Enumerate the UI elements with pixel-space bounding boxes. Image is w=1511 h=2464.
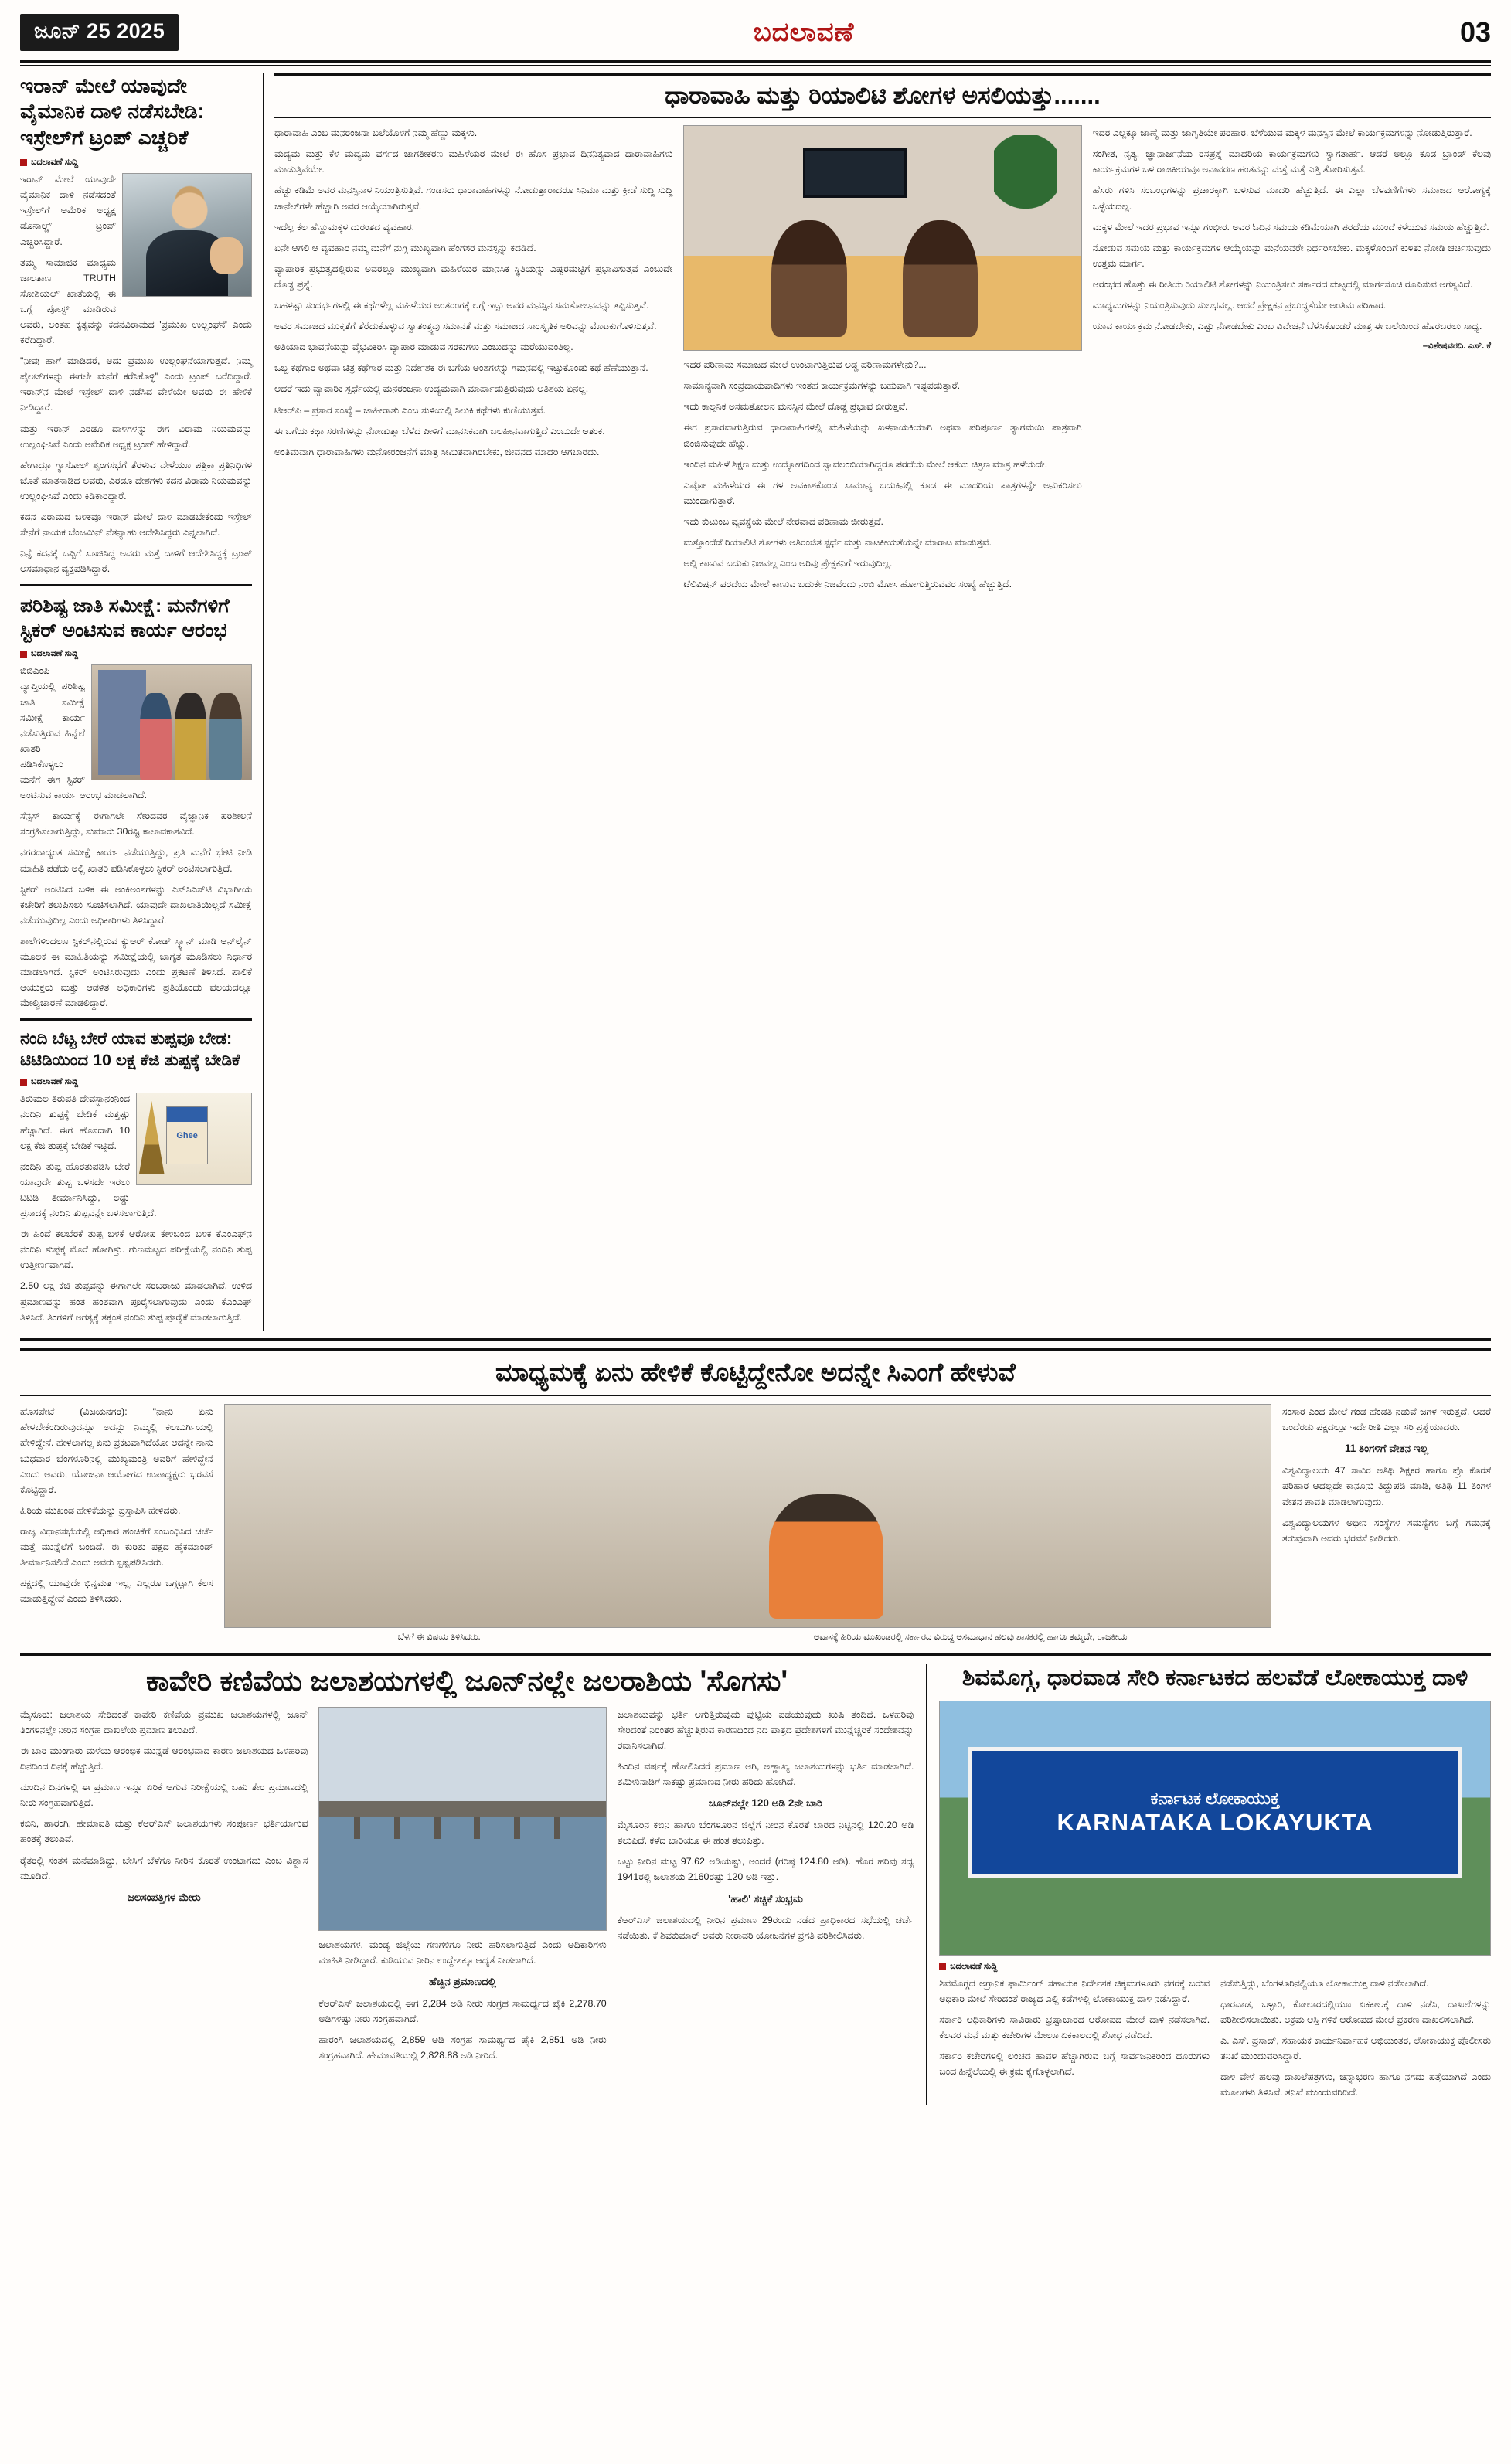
photo-lokayukta-board	[939, 1701, 1491, 1956]
paragraph: ವಿಶ್ವವಿದ್ಯಾಲಯ 47 ಸಾವಿರ ಅತಿಥಿ ಶಿಕ್ಷಕರ ಹಾಗೂ ಪ್ರೊ ಕೊರತೆ ಪರಿಹಾರ ಆದಲ್ಲದೇ ಕಾನೂನು ತಿದ್ದುಪಡಿ ಮಾಡಿ, ಅತಿಥಿ 11 ತಿಂಗಳ ವೇತನ ಪಾವತಿ ಮಾಡಲಾಗುವುದು.	[1282, 1465, 1491, 1507]
photo-family-watching-tv	[683, 125, 1081, 351]
article-kaveri	[20, 1664, 914, 2105]
paragraph: ಈ ಹಿಂದೆ ಕಲಬೆರಕೆ ತುಪ್ಪ ಬಳಕೆ ಆರೋಪ ಕೇಳಿಬಂದ ಬಳಿಕ ಕೆಎಂಎಫ್‌ನ ನಂದಿನಿ ತುಪ್ಪಕ್ಕೆ ಮೊರೆ ಹೋಗಿತ್ತು. ಗುಣಮಟ್ಟದ ಪರೀಕ್ಷೆಯಲ್ಲಿ ನಂದಿನಿ ತುಪ್ಪ ಉತ್ತೀರ್ಣವಾಗಿದೆ.	[20, 1229, 252, 1271]
photo-caption: ಬೆಳಗೆ ಈ ವಿಷಯ ತಿಳಿಸಿದರು.	[397, 1633, 481, 1643]
paragraph: ಹಿಂದಿನ ವರ್ಷಕ್ಕೆ ಹೋಲಿಸಿದರೆ ಪ್ರಮಾಣ ಆಗಿ, ಅಣ್ಣಾಖ್ಯ ಜಲಾಶಯಗಳನ್ನು ಭರ್ತಿ ಮಾಡಲಾಗಿದೆ. ತಮಿಳುನಾಡಿಗೆ ಸಾಕಷ್ಟು ಪ್ರಮಾಣದ ನೀರು ಹರಿದು ಹೋಗಿದೆ.	[617, 1761, 914, 1788]
paragraph: ಜಲಾಶಯಗಳ, ಮಂಡ್ಯ ಜಿಲ್ಲೆಯ ಗಣಗಳಿಗೂ ನೀರು ಹರಿಸಲಾಗುತ್ತಿದೆ ಎಂದು ಅಧಿಕಾರಿಗಳು ಮಾಹಿತಿ ನೀಡಿದ್ದಾರೆ. ಕುಡಿಯುವ ನೀರಿನ ಉದ್ದೇಶಕ್ಕೂ ಆದ್ಯತೆ ನೀಡಲಾಗಿದೆ.	[318, 1939, 607, 1966]
paragraph: ರೈತರಲ್ಲಿ ಸಂತಸ ಮನೆಮಾಡಿದ್ದು, ಬೇಸಿಗೆ ಬೆಳೆಗೂ ನೀರಿನ ಕೊರತೆ ಉಂಟಾಗದು ಎಂಬ ವಿಶ್ವಾಸ ಮೂಡಿದೆ.	[20, 1854, 308, 1881]
byline	[939, 1962, 1491, 1972]
article-lokayukta	[926, 1664, 1491, 2105]
article-body	[20, 663, 252, 1011]
paragraph: ಏನೇ ಆಗಲಿ ಆ ವ್ಯವಹಾರ ನಮ್ಮ ಮನೆಗೆ ನುಗ್ಗಿ ಮುಖ್ಯವಾಗಿ ಹೆಂಗಸರ ಮನಸ್ಸನ್ನು ಕದಡಿದೆ.	[274, 242, 536, 253]
byline-label: ಬದಲಾವಣೆ ಸುದ್ದಿ	[31, 649, 79, 659]
subheading: ಜಲಸಂಪತ್ತಿಗಳ ಮೇರು	[127, 1891, 201, 1903]
paragraph: ಮತ್ತೊಂದೆಡೆ ರಿಯಾಲಿಟಿ ಶೋಗಳು ಅತಿರಂಜಿತ ಸ್ಪರ್ಧೆ ಮತ್ತು ನಾಟಕೀಯತೆಯನ್ನೇ ಮಾರಾಟ ಮಾಡುತ್ತವೆ.	[683, 537, 992, 549]
paragraph: ನೋಡುವ ಸಮಯ ಮತ್ತು ಕಾರ್ಯಕ್ರಮಗಳ ಆಯ್ಕೆಯನ್ನು ಮನೆಯವರೇ ನಿರ್ಧರಿಸಬೇಕು. ಮಕ್ಕಳೊಂದಿಗೆ ಕುಳಿತು ನೋಡಿ ಚರ್ಚಿಸುವುದು ಉತ್ತಮ ಮಾರ್ಗ.	[1092, 242, 1491, 269]
paragraph: ಧಾರವಾಡ, ಬಳ್ಳಾರಿ, ಕೋಲಾರದಲ್ಲಿಯೂ ಏಕಕಾಲಕ್ಕೆ ದಾಳಿ ನಡೆಸಿ, ದಾಖಲೆಗಳನ್ನು ಪರಿಶೀಲಿಸಲಾಯಿತು. ಅಕ್ರಮ ಆಸ್ತಿ ಗಳಿಕೆ ಆರೋಪದ ಮೇಲೆ ಪ್ರಕರಣ ದಾಖಲಿಸಲಾಗಿದೆ.	[1220, 1998, 1492, 2025]
paragraph: ಕಬಿನಿ, ಹಾರಂಗಿ, ಹೇಮಾವತಿ ಮತ್ತು ಕೆಆರ್‌ಎಸ್ ಜಲಾಶಯಗಳು ಸಂಪೂರ್ಣ ಭರ್ತಿಯಾಗುವ ಹಂತಕ್ಕೆ ತಲುಪಿವೆ.	[20, 1818, 308, 1845]
photo-survey	[91, 664, 252, 780]
paragraph: ಬಿಬಿಎಂಪಿ ವ್ಯಾಪ್ತಿಯಲ್ಲಿ ಪರಿಶಿಷ್ಟ ಜಾತಿ ಸಮೀಕ್ಷೆ ಸಮೀಕ್ಷೆ ಕಾರ್ಯ ನಡೆಸುತ್ತಿರುವ ಹಿನ್ನೆಲೆ ಖಾತರಿ ಪಡಿಸಿಕೊಳ್ಳಲು ಮನೆಗೆ ಈಗ ಸ್ಟಿಕರ್ ಅಂಟಿಸುವ ಕಾರ್ಯ ಆರಂಭ ಮಾಡಲಾಗಿದೆ.	[20, 665, 148, 801]
issue-date: ಜೂನ್ 25 2025	[20, 14, 179, 51]
subheading: ಹೆಚ್ಚಿನ ಪ್ರಮಾಣದಲ್ಲಿ	[429, 1976, 496, 1988]
article-body	[20, 172, 252, 576]
photo-caption: ಆವಾಸಕ್ಕೆ ಹಿರಿಯ ಮುಖಂಡರಲ್ಲಿ ಸರ್ಕಾರದ ವಿರುದ್ಧ ಅಸಮಾಧಾನ ಹಲವು ಶಾಸಕರಲ್ಲಿ ಹಾಗೂ ತಮ್ಮದೇ, ರಾಜಕೀಯ	[813, 1633, 1128, 1643]
paragraph: ಅತಿಯಾದ ಭಾವನೆಯನ್ನು ವೈಭವಿಕರಿಸಿ ವ್ಯಾಪಾರ ಮಾಡುವ ಸರಕುಗಳು ಎಂಬುದನ್ನು ಮರೆಯುವಂತಿಲ್ಲ.	[274, 342, 573, 353]
paragraph: ಈಗ ಪ್ರಸಾರವಾಗುತ್ತಿರುವ ಧಾರಾವಾಹಿಗಳಲ್ಲಿ ಮಹಿಳೆಯನ್ನು ಖಳನಾಯಕಿಯಾಗಿ ಅಥವಾ ಪರಿಪೂರ್ಣ ತ್ಯಾಗಮಯಿ ಪಾತ್ರವಾಗಿ ಬಿಂಬಿಸುವುದೇ ಹೆಚ್ಚು.	[683, 422, 1082, 449]
paragraph: ಇಂದಿನ ಮಹಿಳೆ ಶಿಕ್ಷಣ ಮತ್ತು ಉದ್ಯೋಗದಿಂದ ಸ್ವಾವಲಂಬಿಯಾಗಿದ್ದರೂ ಪರದೆಯ ಮೇಲೆ ಆಕೆಯ ಚಿತ್ರಣ ಮಾತ್ರ ಹಳೆಯದೇ.	[683, 458, 1048, 470]
paragraph: ಇದೆಲ್ಲ ಕೆಲ ಹೆಣ್ಣುಮಕ್ಕಳ ದುರಂತದ ವ್ಯವಹಾರ.	[274, 221, 415, 233]
photo-ghee-tin: Ghee	[136, 1093, 252, 1185]
divider	[20, 1018, 252, 1021]
article-headline: ಇರಾನ್ ಮೇಲೆ ಯಾವುದೇ ವೈಮಾನಿಕ ದಾಳಿ ನಡೆಸಬೇಡಿ: ಇಸ್ರೇಲ್‌ಗೆ ಟ್ರಂಪ್ ಎಚ್ಚರಿಕೆ	[20, 74, 205, 149]
paragraph: ಕದನ ವಿರಾಮದ ಬಳಿಕವೂ ಇರಾನ್ ಮೇಲೆ ದಾಳಿ ಮಾಡಬೇಕೆಂದು ಇಸ್ರೇಲ್ ಸೇನೆಗೆ ನಾಯಕ ಬೆಂಜಮಿನ್ ನೆತನ್ಯಾಹು ಆದೇಶಿಸಿದ್ದರು ಎನ್ನಲಾಗಿದೆ.	[20, 511, 252, 539]
cm-col-1	[20, 1404, 213, 1644]
paragraph: ಸೆನ್ಸಸ್ ಕಾರ್ಯಕ್ಕೆ ಈಗಾಗಲೇ ಸೇರಿದವರ ವೈಜ್ಞಾನಿಕ ಪರಿಶೀಲನೆ ಸಂಗ್ರಹಿಸಲಾಗುತ್ತಿದ್ದು, ಸುಮಾರು 30ರಷ್ಟಿ ಕಾಲಾವಕಾಶವಿದೆ.	[20, 811, 252, 838]
paragraph: ಜಲಾಶಯವನ್ನು ಭರ್ತಿ ಆಗುತ್ತಿರುವುದು ಪುಟ್ಟಿಯ ಪಡೆಯುವುದು ಖುಷಿ ತಂದಿದೆ. ಒಳಹರಿವು ಸೇರಿದಂತೆ ನಿರಂತರ ಹೆಚ್ಚುತ್ತಿರುವ ಕಾರಣದಿಂದ ನದಿ ಪಾತ್ರದ ಪ್ರದೇಶಗಳಿಗೆ ಮುನ್ನೆಚ್ಚರಿಕೆ ಸಂದೇಶವನ್ನು ರವಾನಿಸಲಾಗಿದೆ.	[617, 1708, 914, 1752]
subheading: 'ಹಾಲಿ' ಸಚ್ಚಿಕೆ ಸಂಭ್ರಮ	[728, 1892, 803, 1905]
sign-text-kannada: ಕರ್ನಾಟಕ ಲೋಕಾಯುಕ್ತ	[1150, 1788, 1280, 1808]
headline-text: ಕಾವೇರಿ ಕಣಿವೆಯ ಜಲಾಶಯಗಳಲ್ಲಿ ಜೂನ್‌ನಲ್ಲೇ ಜಲರಾಶಿಯ 'ಸೊಗಸು'	[146, 1664, 788, 1697]
feature-headline-bar	[274, 73, 1491, 118]
paragraph: ಇದು ಕಾಲ್ಪನಿಕ ಅಸಮತೋಲನ ಮನಸ್ಸಿನ ಮೇಲೆ ದೊಡ್ಡ ಪ್ರಭಾವ ಬೀರುತ್ತವೆ.	[683, 401, 908, 413]
paragraph: ಸರ್ಕಾರಿ ಕಚೇರಿಗಳಲ್ಲಿ ಲಂಚದ ಹಾವಳಿ ಹೆಚ್ಚಾಗಿರುವ ಬಗ್ಗೆ ಸಾರ್ವಜನಿಕರಿಂದ ದೂರುಗಳು ಬಂದ ಹಿನ್ನೆಲೆಯಲ್ಲಿ ಈ ಕ್ರಮ ಕೈಗೊಳ್ಳಲಾಗಿದೆ.	[939, 2051, 1210, 2078]
paragraph: ಅಲ್ಲಿ ಕಾಣುವ ಬದುಕು ನಿಜವಲ್ಲ ಎಂಬ ಅರಿವು ಪ್ರೇಕ್ಷಕನಿಗೆ ಇರುವುದಿಲ್ಲ.	[683, 558, 893, 569]
paragraph: ಟೆಲಿವಿಷನ್ ಪರದೆಯ ಮೇಲೆ ಕಾಣುವ ಬದುಕೇ ನಿಜವೆಂದು ನಂಬಿ ಮೋಸ ಹೋಗುತ್ತಿರುವವರ ಸಂಖ್ಯೆ ಹೆಚ್ಚುತ್ತಿದೆ.	[683, 579, 1012, 590]
paragraph: ಎ. ಎಸ್. ಪ್ರಸಾದ್, ಸಹಾಯಕ ಕಾರ್ಯನಿರ್ವಾಹಕ ಅಭಿಯಂತರ, ಲೋಕಾಯುಕ್ತ ಪೊಲೀಸರು ತನಿಖೆ ಮುಂದುವರಿಸಿದ್ದಾರೆ.	[1220, 2035, 1492, 2062]
paper-name: ಬದಲಾವಣೆ	[753, 17, 855, 47]
paragraph: ಶಾಲೆಗಳಿಂದಲೂ ಸ್ಟಿಕರ್‌ನಲ್ಲಿರುವ ಕ್ಯುಆರ್ ಕೋಡ್ ಸ್ಕ್ಯಾನ್ ಮಾಡಿ ಆನ್‌ಲೈನ್ ಮೂಲಕ ಈ ಮಾಹಿತಿಯನ್ನು ಸಮೀಕ್ಷೆಯಲ್ಲಿ ಜಾಗೃತ ಮೂಡಿಸಲು ನಿರ್ಧಾರ ಮಾಡಲಾಗಿದೆ. ಸ್ಟಿಕರ್ ಅಂಟಿಸಿರುವುದು ಎಂದು ಪ್ರಕಟಣೆ ತಿಳಿಸಿದೆ. ಪಾಲಿಕೆ ಆಯುಕ್ತರು ಮತ್ತು ಆಡಳಿತ ಅಧಿಕಾರಿಗಳು ಪ್ರತಿಯೊಂದು ವಲಯದಲ್ಲೂ ಮೇಲ್ವಿಚಾರಣೆ ಮಾಡಲಿದ್ದಾರೆ.	[20, 935, 252, 1009]
paragraph: ಸಂಗೀತ, ನೃತ್ಯ, ಜ್ಞಾನಾರ್ಜನೆಯ ರಸಪ್ರಶ್ನೆ ಮಾದರಿಯ ಕಾರ್ಯಕ್ರಮಗಳು ಸ್ವಾಗತಾರ್ಹ. ಆದರೆ ಅಲ್ಲೂ ಕೂಡ ಬ್ರಾಂಡ್ ಕೆಲವು ಕಾರ್ಯಕ್ರಮಗಳ ಒಳ ರಾಜಕೀಯವೂ ಅನಾವರಣ ಹಂತವನ್ನು ಮತ್ತೆ ಮತ್ತೆ ಎತ್ತಿ ತೋರಿಸುತ್ತವೆ.	[1092, 148, 1491, 175]
kaveri-col-3	[618, 1707, 914, 2068]
subheading: ಜೂನ್‌ನಲ್ಲೇ 120 ಅಡಿ 2ನೇ ಬಾರಿ	[708, 1797, 823, 1810]
paragraph: ತಮ್ಮ ಸಾಮಾಜಿಕ ಮಾಧ್ಯಮ ಜಾಲತಾಣ TRUTH ಸೋಶಿಯಲ್ ಖಾತೆಯಲ್ಲಿ ಈ ಬಗ್ಗೆ ಪೋಸ್ಟ್ ಮಾಡಿರುವ ಅವರು, ಅಂತಹ ಕೃತ್ಯವನ್ನು ಕದನವಿರಾಮದ 'ಪ್ರಮುಖ ಉಲ್ಲಂಘನೆ' ಎಂದು ಕರೆದಿದ್ದಾರೆ.	[20, 257, 252, 346]
paragraph: ಮೈಸೂರಿನ ಕಬಿನಿ ಹಾಗೂ ಬೆಂಗಳೂರಿನ ಜಿಲ್ಲೆಗೆ ನೀರಿನ ಕೊರತೆ ಬಾರದ ನಿಟ್ಟಿನಲ್ಲಿ 120.20 ಅಡಿ ತಲುಪಿದೆ. ಕಳೆದ ಬಾರಿಯೂ ಈ ಹಂತ ತಲುಪಿತ್ತು.	[617, 1820, 914, 1847]
bullet-icon	[20, 651, 27, 658]
paragraph: ಒಬ್ಬ ಕಥೆಗಾರ ಅಥವಾ ಚಿತ್ರ ಕಥೆಗಾರ ಮತ್ತು ನಿರ್ದೇಶಕ ಈ ಬಗೆಯ ಅಂಶಗಳನ್ನು ಗಮನದಲ್ಲಿ ಇಟ್ಟುಕೊಂಡು ಕಥೆ ಹೆಣೆಯುತ್ತಾನೆ.	[274, 362, 648, 374]
byline	[20, 158, 252, 168]
paragraph: ವ್ಯಾಪಾರಿಕ ಪ್ರಭುತ್ವದಲ್ಲಿರುವ ಅವರಲ್ಲೂ ಮುಖ್ಯವಾಗಿ ಮಹಿಳೆಯರ ಮಾನಸಿಕ ಸ್ಥಿತಿಯನ್ನು ಎಷ್ಟರಮಟ್ಟಿಗೆ ಪ್ರಭಾವಿಸುತ್ತವೆ ಎಂಬುದೇ ದೊಡ್ಡ ಪ್ರಶ್ನೆ.	[274, 263, 673, 290]
masthead-rule-thin	[20, 65, 1491, 66]
article-nandini-ghee	[20, 1028, 252, 1324]
paragraph: "ನೀವು ಹಾಗೆ ಮಾಡಿದರೆ, ಅದು ಪ್ರಮುಖ ಉಲ್ಲಂಘನೆಯಾಗುತ್ತದೆ. ನಿಮ್ಮ ಪೈಲಟ್‌ಗಳನ್ನು ಈಗಲೇ ಮನೆಗೆ ಕರೆಸಿಕೊಳ್ಳಿ" ಎಂದು ಟ್ರಂಪ್ ಬರೆದಿದ್ದಾರೆ. ಇರಾನ್‌ನ ಮೇಲೆ ಇಸ್ರೇಲ್ ದಾಳಿ ನಡೆಸಿದ ವೇಳೆಯೇ ಅವರು ಈ ಹೇಳಿಕೆ ನೀಡಿದ್ದಾರೆ.	[20, 355, 252, 413]
photo-dam	[318, 1707, 606, 1931]
paragraph: ಸ್ಟಿಕರ್ ಅಂಟಿಸಿದ ಬಳಿಕ ಈ ಅಂಕಿಅಂಶಗಳನ್ನು ಎಸ್‌ಸಿಎಸ್‌ಟಿ ವಿಭಾಗೀಯ ಕಚೇರಿಗೆ ತಲುಪಿಸಲು ಸೂಚಿಸಲಾಗಿದೆ. ಯಾವುದೇ ದಾಖಲಾತಿಯಿಲ್ಲದೆ ಸಮೀಕ್ಷೆ ನಡೆಯುವುದಿಲ್ಲ ಎಂದು ಅಧಿಕಾರಿಗಳು ತಿಳಿಸಿದ್ದಾರೆ.	[20, 883, 252, 926]
paragraph: ಮಕ್ಕಳ ಮೇಲೆ ಇದರ ಪ್ರಭಾವ ಇನ್ನೂ ಗಂಭೀರ. ಅವರ ಓದಿನ ಸಮಯ ಕಡಿಮೆಯಾಗಿ ಪರದೆಯ ಮುಂದೆ ಕಳೆಯುವ ಸಮಯ ಹೆಚ್ಚುತ್ತಿದೆ.	[1092, 221, 1489, 233]
article-headline: ಶಿವಮೊಗ್ಗ, ಧಾರವಾಡ ಸೇರಿ ಕರ್ನಾಟಕದ ಹಲವೆಡೆ ಲೋಕಾಯುಕ್ತ ದಾಳಿ	[961, 1664, 1468, 1691]
divider	[20, 584, 252, 586]
paragraph: ಮೈಸೂರು: ಜಲಾಶಯ ಸೇರಿದಂತೆ ಕಾವೇರಿ ಕಣಿವೆಯ ಪ್ರಮುಖ ಜಲಾಶಯಗಳಲ್ಲಿ ಜೂನ್ ತಿಂಗಳಿನಲ್ಲೇ ನೀರಿನ ಸಂಗ್ರಹ ದಾಖಲೆಯ ಪ್ರಮಾಣ ತಲುಪಿದೆ.	[20, 1708, 308, 1735]
article-credit: –ವಿಶೇಷವರದಿ. ಎಸ್. ಕೆ	[1422, 342, 1491, 352]
paragraph: ಅಂತಿಮವಾಗಿ ಧಾರಾವಾಹಿಗಳು ಮನೋರಂಜನೆಗೆ ಮಾತ್ರ ಸೀಮಿತವಾಗಿರಬೇಕು, ಜೀವನದ ಮಾದರಿ ಆಗಬಾರದು.	[274, 446, 600, 457]
feature-col-2	[683, 125, 1081, 597]
cm-photo-block	[224, 1404, 1271, 1644]
byline-label: ಬದಲಾವಣೆ ಸುದ್ದಿ	[950, 1961, 998, 1971]
feature-column	[263, 73, 1491, 1331]
paragraph: ಮಂದಿನ ದಿನಗಳಲ್ಲಿ ಈ ಪ್ರಮಾಣ ಇನ್ನೂ ಏರಿಕೆ ಆಗುವ ನಿರೀಕ್ಷೆಯಲ್ಲಿ ಬಹು ತೇರ ಪ್ರಮಾಣದಲ್ಲಿ ನೀರು ಸಂಗ್ರಹವಾಗುತ್ತಿದೆ.	[20, 1782, 308, 1809]
bullet-icon	[20, 159, 27, 166]
paragraph: ಯಾವ ಕಾರ್ಯಕ್ರಮ ನೋಡಬೇಕು, ಎಷ್ಟು ನೋಡಬೇಕು ಎಂಬ ವಿವೇಚನೆ ಬೆಳೆಸಿಕೊಂಡರೆ ಮಾತ್ರ ಈ ಬಲೆಯಿಂದ ಹೊರಬರಲು ಸಾಧ್ಯ.	[1092, 321, 1482, 332]
divider	[20, 1653, 1491, 1656]
left-column	[20, 73, 252, 1331]
sign-text-english: KARNATAKA LOKAYUKTA	[1057, 1808, 1373, 1836]
paragraph: ಟಿಆರ್‌ಪಿ – ಪ್ರಸಾರ ಸಂಖ್ಯೆ – ಜಾಹೀರಾತು ಎಂಬ ಸುಳಿಯಲ್ಲಿ ಸಿಲುಕಿ ಕಥೆಗಳು ಕುಣಿಯುತ್ತವೆ.	[274, 404, 546, 416]
article-body	[20, 1091, 252, 1324]
paragraph: ಹೊಸಪೇಟೆ (ವಿಜಯನಗರ): "ನಾನು ಏನು ಹೇಳಬೇಕೆಂದಿರುವುದನ್ನೂ ಅದನ್ನು ನಿಮ್ಮಲ್ಲಿ ಕಲಬುರ್ಗಿಯಲ್ಲಿ ಹೇಳಿದ್ದೇನೆ. ಹೇಳಲಾಗಲ್ಲ ಏನು ಪ್ರಕಟವಾಗಿದೆಯೋ ಆದನ್ನೇ ನಾನು ಬುಧವಾರ ಬೆಂಗಳೂರಿನಲ್ಲಿ ಮುಖ್ಯಮಂತ್ರಿ ಅವರಿಗೆ ಹೇಳಿದ್ದೇನೆ ಎಂದು ಅವರು, ಯೋಜನಾ ಆಯೋಗದ ಉಪಾಧ್ಯಕ್ಷರು ಭರವಸೆ ಕೊಟ್ಟಿದ್ದಾರೆ.	[20, 1406, 213, 1495]
article-headline: ಧಾರಾವಾಹಿ ಮತ್ತು ರಿಯಾಲಿಟಿ ಶೋಗಳ ಅಸಲಿಯತ್ತು.......	[665, 82, 1101, 109]
lokayukta-col-2	[1220, 1976, 1491, 2106]
article-sc-survey	[20, 594, 252, 1011]
paragraph: ಬಹಳಷ್ಟು ಸಂದರ್ಭಗಳಲ್ಲಿ ಈ ಕಥೆಗಳೆಲ್ಲ ಮಹಿಳೆಯರ ಅಂತರಂಗಕ್ಕೆ ಲಗ್ಗೆ ಇಟ್ಟು ಅವರ ಮನಸ್ಸಿನ ಸಮತೋಲನವನ್ನು ತಪ್ಪಿಸುತ್ತವೆ.	[274, 300, 649, 311]
article-headline: ಪರಿಶಿಷ್ಟ ಜಾತಿ ಸಮೀಕ್ಷೆ: ಮನೆಗಳಿಗೆ ಸ್ಟಿಕರ್ ಅಂಟಿಸುವ ಕಾರ್ಯ ಆರಂಭ	[20, 595, 230, 641]
paragraph: ಆದರೆ ಇದು ವ್ಯಾಪಾರಿಕ ಸ್ಪರ್ಧೆಯಲ್ಲಿ ಮನರಂಜನಾ ಉದ್ಯಮವಾಗಿ ಮಾರ್ಪಾಡುತ್ತಿರುವುದು ಅತಿಶಯ ಏನಲ್ಲ.	[274, 383, 589, 395]
paragraph: ಸಾಮಾನ್ಯವಾಗಿ ಸಂಪ್ರದಾಯವಾದಿಗಳು ಇಂತಹ ಕಾರ್ಯಕ್ರಮಗಳನ್ನು ಬಹುವಾಗಿ ಇಷ್ಟಪಡುತ್ತಾರೆ.	[683, 380, 961, 392]
paragraph: ಇರಾನ್ ಮೇಲೆ ಯಾವುದೇ ವೈಮಾನಿಕ ದಾಳಿ ನಡೆಸದಂತೆ ಇಸ್ರೇಲ್‌ಗೆ ಅಮೆರಿಕ ಅಧ್ಯಕ್ಷ ಡೊನಾಲ್ಡ್ ಟ್ರಂಪ್ ಎಚ್ಚರಿಸಿದ್ದಾರೆ.	[20, 174, 116, 247]
paragraph: ಒಟ್ಟು ನೀರಿನ ಮಟ್ಟ 97.62 ಅಡಿಯಷ್ಟು, ಅಂದರೆ (ಗರಿಷ್ಠ 124.80 ಅಡಿ). ಹೊರ ಹರಿವು ಸದ್ಯ 1941ರಲ್ಲಿ ಜಲಾಶಯ 2160ರಷ್ಟು 120 ಅಡಿ ಇತ್ತು.	[617, 1856, 914, 1883]
paragraph: ಮದ್ಯಮ ಮತ್ತು ಕೆಳ ಮದ್ಯಮ ವರ್ಗದ ಜಾಗತೀಕರಣ ಮಹಿಳೆಯರ ಮೇಲೆ ಈ ಹೊಸ ಪ್ರಭಾವ ದಿನನಿತ್ಯವಾದ ಧಾರಾವಾಹಿಗಳು ಮಾಡುತ್ತಿವೆಯೇ.	[274, 148, 673, 175]
article-headline: ಮಾಧ್ಯಮಕ್ಕೆ ಏನು ಹೇಳಿಕೆ ಕೊಟ್ಟಿದ್ದೇನೋ ಅದನ್ನೇ ಸಿಎಂಗೆ ಹೇಳುವೆ	[20, 1348, 1491, 1397]
paragraph: ದಾಳಿ ವೇಳೆ ಹಲವು ದಾಖಲೆಪತ್ರಗಳು, ಚಿನ್ನಾಭರಣ ಹಾಗೂ ನಗದು ಪತ್ತೆಯಾಗಿದೆ ಎಂದು ಮೂಲಗಳು ತಿಳಿಸಿವೆ. ತನಿಖೆ ಮುಂದುವರಿದಿದೆ.	[1220, 2071, 1492, 2099]
byline-label: ಬದಲಾವಣೆ ಸುದ್ದಿ	[31, 158, 79, 168]
paragraph: ನಡೆಸುತ್ತಿದ್ದು, ಬೆಂಗಳೂರಿನಲ್ಲಿಯೂ ಲೋಕಾಯುಕ್ತ ದಾಳಿ ನಡೆಸಲಾಗಿದೆ.	[1220, 1977, 1429, 1989]
article-headline	[20, 1664, 914, 1699]
paragraph: ನಗರದಾದ್ಯಂತ ಸಮೀಕ್ಷೆ ಕಾರ್ಯ ನಡೆಯುತ್ತಿದ್ದು, ಪ್ರತಿ ಮನೆಗೆ ಭೇಟಿ ನೀಡಿ ಮಾಹಿತಿ ಪಡೆದು ಅಲ್ಲಿ ಖಾತರಿ ಪಡಿಸಿಕೊಳ್ಳಲು ಸ್ಟಿಕರ್ ಅಂಟಿಸಲಾಗುತ್ತಿದೆ.	[20, 847, 252, 874]
paragraph: ಹಾರಂಗಿ ಜಲಾಶಯದಲ್ಲಿ 2,859 ಅಡಿ ಸಂಗ್ರಹ ಸಾಮರ್ಥ್ಯದ ಪೈಕಿ 2,851 ಅಡಿ ನೀರು ಸಂಗ್ರಹವಾಗಿದೆ. ಹೇಮಾವತಿಯಲ್ಲಿ 2,828.88 ಅಡಿ ನೀರಿದೆ.	[318, 2034, 607, 2061]
cm-col-2	[1282, 1404, 1491, 1644]
paragraph: ಎಷ್ಟೋ ಮಹಿಳೆಯರ ಈ ಗಳ ಅವಕಾಶಕೊಂಡ ಸಾಮಾನ್ಯ ಬದುಕಿನಲ್ಲಿ ಕೂಡ ಈ ಮಾದರಿಯ ಪಾತ್ರಗಳನ್ನೇ ಅನುಕರಿಸಲು ಮುಂದಾಗುತ್ತಾರೆ.	[683, 479, 1082, 506]
paragraph: ಕೆಆರ್‌ಎಸ್ ಜಲಾಶಯದಲ್ಲಿ ನೀರಿನ ಪ್ರಮಾಣ 29ರಂದು ನಡೆದ ಪ್ರಾಧಿಕಾರದ ಸಭೆಯಲ್ಲಿ ಚರ್ಚೆ ನಡೆಯಿತು. ಕೆ ಶಿವಕುಮಾರ್ ಅವರು ನೀರಾವರಿ ಯೋಜನೆಗಳ ಪ್ರಗತಿ ಪರಿಶೀಲಿಸಿದರು.	[617, 1915, 914, 1942]
paragraph: ಇದು ಕುಟುಂಬ ವ್ಯವಸ್ಥೆಯ ಮೇಲೆ ನೇರವಾದ ಪರಿಣಾಮ ಬೀರುತ್ತದೆ.	[683, 515, 883, 527]
subheading: 11 ತಿಂಗಳಿಗೆ ವೇತನ ಇಲ್ಲ	[1344, 1443, 1429, 1455]
article-iran-trump	[20, 73, 252, 576]
feature-col-3	[1093, 125, 1491, 597]
article-cm-statement	[20, 1348, 1491, 1644]
top-section	[20, 73, 1491, 1331]
feature-col-1	[274, 125, 672, 597]
article-serials-reality	[274, 73, 1491, 597]
paragraph: ಇದರ ಪರಿಣಾಮ ಸಮಾಜದ ಮೇಲೆ ಉಂಟಾಗುತ್ತಿರುವ ಅಡ್ಡ ಪರಿಣಾಮಗಳೇನು?...	[683, 359, 927, 371]
paragraph: ಹೇಗಾದ್ರೂ ಗ್ಯಾಸೋಲ್ ಶೃಂಗಸಭೆಗೆ ತೆರಳುವ ವೇಳೆಯೂ ಪತ್ರಿಕಾ ಪ್ರತಿನಿಧಿಗಳ ಜೊತೆ ಮಾತನಾಡಿದ ಅವರು, ಎರಡೂ ದೇಶಗಳು ಕದನ ವಿರಾಮ ನಿಯಮವನ್ನು ಉಲ್ಲಂಘಿಸಿವೆ ಎಂದು ಕಿಡಿಕಾರಿದ್ದಾರೆ.	[20, 459, 252, 501]
article-headline: ನಂದಿ ಬೆಟ್ಟ ಬೇರೆ ಯಾವ ತುಪ್ಪವೂ ಬೇಡ: ಟಿಟಿಡಿಯಿಂದ 10 ಲಕ್ಷ ಕೆಜಿ ತುಪ್ಪಕ್ಕೆ ಬೇಡಿಕೆ	[20, 1029, 240, 1069]
paragraph: ರಾಜ್ಯ ವಿಧಾನಸಭೆಯಲ್ಲಿ ಅಧಿಕಾರ ಹಂಚಿಕೆಗೆ ಸಂಬಂಧಿಸಿದ ಚರ್ಚೆ ಮತ್ತೆ ಮುನ್ನೆಲೆಗೆ ಬಂದಿದೆ. ಈ ಕುರಿತು ಪಕ್ಷದ ಹೈಕಮಾಂಡ್ ತೀರ್ಮಾನಿಸಲಿದೆ ಎಂದು ಅವರು ಸ್ಪಷ್ಟಪಡಿಸಿದರು.	[20, 1525, 213, 1568]
paragraph: ಮತ್ತು ಇರಾನ್ ಎರಡೂ ದಾಳಿಗಳನ್ನು ಈಗ ವಿರಾಮ ನಿಯಮವನ್ನು ಉಲ್ಲಂಘಿಸಿವೆ ಎಂದು ಅಮೆರಿಕ ಅಧ್ಯಕ್ಷ ಟ್ರಂಪ್ ಹೇಳಿದ್ದಾರೆ.	[20, 423, 252, 450]
byline	[20, 1077, 252, 1087]
paragraph: ಮಾಧ್ಯಮಗಳನ್ನು ನಿಯಂತ್ರಿಸುವುದು ಸುಲಭವಲ್ಲ. ಆದರೆ ಪ್ರೇಕ್ಷಕನ ಪ್ರಬುದ್ಧತೆಯೇ ಅಂತಿಮ ಪರಿಹಾರ.	[1092, 300, 1387, 311]
divider	[20, 1338, 1491, 1341]
paragraph: ಹೆಸರು ಗಳಿಸಿ ಸಂಬಂಧಗಳನ್ನು ಪ್ರಚಾರಕ್ಕಾಗಿ ಬಳಸುವ ಮಾದರಿ ಹೆಚ್ಚುತ್ತಿದೆ. ಈ ಎಲ್ಲಾ ಬೆಳವಣಿಗೆಗಳು ಸಮಾಜದ ಆರೋಗ್ಯಕ್ಕೆ ಒಳ್ಳೆಯದಲ್ಲ.	[1092, 185, 1491, 212]
paragraph: ವಿಶ್ವವಿದ್ಯಾಲಯಗಳ ಅಧೀನ ಸಂಸ್ಥೆಗಳ ಸಮಸ್ಯೆಗಳ ಬಗ್ಗೆ ಗಮನಕ್ಕೆ ತರುವುದಾಗಿ ಅವರು ಭರವಸೆ ನೀಡಿದರು.	[1282, 1517, 1491, 1544]
paragraph: ಆರಂಭದ ಹೊತ್ತು ಈ ರೀತಿಯ ರಿಯಾಲಿಟಿ ಶೋಗಳನ್ನು ನಿಯಂತ್ರಿಸಲು ಸರ್ಕಾರದ ಮಟ್ಟದಲ್ಲಿ ಮಾರ್ಗಸೂಚಿ ರೂಪಿಸುವ ಅಗತ್ಯವಿದೆ.	[1092, 278, 1473, 290]
paragraph: ಹಿರಿಯ ಮುಖಂಡ ಹೇಳಿಕೆಯನ್ನು ಪ್ರಸ್ತಾಪಿಸಿ ಹೇಳಿದರು.	[20, 1504, 181, 1516]
paragraph: ತಿರುಮಲ ತಿರುಪತಿ ದೇವಸ್ಥಾನಂನಿಂದ ನಂದಿನಿ ತುಪ್ಪಕ್ಕೆ ಬೇಡಿಕೆ ಮತ್ತಷ್ಟು ಹೆಚ್ಚಾಗಿದೆ. ಈಗ ಹೊಸದಾಗಿ 10 ಲಕ್ಷ ಕೆಜಿ ತುಪ್ಪಕ್ಕೆ ಬೇಡಿಕೆ ಇಟ್ಟಿದೆ.	[20, 1093, 130, 1151]
kaveri-col-1	[20, 1707, 308, 2068]
paragraph: ಶಿವಮೊಗ್ಗದ ಅಗ್ರಾನಿಕ ಫಾರ್ಮಿಂಗ್ ಸಹಾಯಕ ನಿರ್ದೇಶಕ ಚಿಕ್ಕಮಗಳೂರು ನಗರಕ್ಕೆ ಬರುವ ಅಧಿಕಾರಿ ಮೇಲೆ ಸೇರಿದಂತೆ ರಾಜ್ಯದ ಎಲ್ಲಿ ಕಡೆಗಳಲ್ಲಿ ಲೋಕಾಯುಕ್ತ ದಾಳಿ ನಡೆಸಿದ್ದಾರೆ.	[939, 1977, 1210, 2004]
byline-label: ಬದಲಾವಣೆ ಸುದ್ದಿ	[31, 1077, 79, 1087]
kaveri-col-2	[318, 1707, 606, 2068]
feature-body	[274, 125, 1491, 597]
paragraph: ಸಂಸಾರ ಎಂದ ಮೇಲೆ ಗಂಡ ಹೆಂಡತಿ ನಡುವೆ ಜಗಳ ಇರುತ್ತದೆ. ಆದರೆ ಒಂದೆರಡು ಪಕ್ಷದಲ್ಲೂ ಇದೇ ರೀತಿ ಎಲ್ಲಾ ಸರಿ ಪ್ರಶ್ನೆಯಾದರು.	[1282, 1406, 1491, 1433]
paragraph: ಸರ್ಕಾರಿ ಅಧಿಕಾರಿಗಳು ಸಾವಿರಾರು ಭ್ರಷ್ಟಾಚಾರದ ಆರೋಪದ ಮೇಲೆ ದಾಳಿ ನಡೆಸಲಾಗಿದೆ. ಕೆಲವರ ಮನೆ ಮತ್ತು ಕಚೇರಿಗಳ ಮೇಲೂ ಏಕಕಾಲದಲ್ಲಿ ಶೋಧ ನಡೆದಿದೆ.	[939, 2014, 1210, 2041]
bullet-icon	[939, 1963, 946, 1970]
photo-trump	[122, 173, 252, 297]
bottom-section	[20, 1664, 1491, 2105]
lokayukta-col-1	[939, 1976, 1210, 2106]
paragraph: ಇದರ ಎಲ್ಲಕ್ಕೂ ಜಾಣ್ಮೆ ಮತ್ತು ಜಾಗೃತಿಯೇ ಪರಿಹಾರ. ಬೆಳೆಯುವ ಮಕ್ಕಳ ಮನಸ್ಸಿನ ಮೇಲೆ ಕಾರ್ಯಕ್ರಮಗಳನ್ನು ನೋಡುತ್ತಿರುತ್ತಾರೆ.	[1092, 127, 1472, 139]
paragraph: ಈ ಬಾರಿ ಮುಂಗಾರು ಮಳೆಯ ಆರಂಭಿಕ ಮುನ್ನಡೆ ಆರಂಭವಾದ ಕಾರಣ ಜಲಾಶಯದ ಒಳಹರಿವು ದಿನದಿಂದ ದಿನಕ್ಕೆ ಹೆಚ್ಚುತ್ತಿದೆ.	[20, 1745, 308, 1772]
photo-meeting	[224, 1404, 1271, 1628]
paragraph: ಧಾರಾವಾಹಿ ಎಂಬ ಮನರಂಜನಾ ಬಲೆಯೊಳಗೆ ನಮ್ಮ ಹೆಣ್ಣು ಮಕ್ಕಳು.	[274, 127, 478, 139]
paragraph: ಈ ಬಗೆಯ ಕಥಾ ಸರಣಿಗಳನ್ನು ನೋಡುತ್ತಾ ಬೆಳೆದ ಪೀಳಿಗೆ ಮಾನಸಿಕವಾಗಿ ಬಲಹೀನವಾಗುತ್ತಿದೆ ಎಂಬುದೇ ಆತಂಕ.	[274, 425, 605, 437]
bullet-icon	[20, 1079, 27, 1086]
paragraph: ನಿನ್ನೆ ಕದನಕ್ಕೆ ಒಪ್ಪಿಗೆ ಸೂಚಿಸಿದ್ದ ಅವರು ಮತ್ತೆ ದಾಳಿಗೆ ಆದೇಶಿಸಿದ್ದಕ್ಕೆ ಟ್ರಂಪ್ ಅಸಮಾಧಾನ ವ್ಯಕ್ತಪಡಿಸಿದ್ದಾರೆ.	[20, 548, 252, 575]
lokayukta-body	[939, 1976, 1491, 2106]
page-number: 03	[1459, 16, 1491, 48]
masthead	[20, 14, 1491, 57]
paragraph: ಅವರ ಸಮಾಜದ ಮುಕ್ತತೆಗೆ ತೆರೆದುಕೊಳ್ಳುವ ಸ್ವಾತಂತ್ರ್ಯವು ಸಮಾನತೆ ಮತ್ತು ಸಮಾಜದ ಸಾಂಸ್ಕೃತಿಕ ಅರಿವನ್ನು ಮೊಟಕುಗೊಳಿಸುತ್ತವೆ.	[274, 321, 657, 332]
paragraph: 2.50 ಲಕ್ಷ ಕೆಜಿ ತುಪ್ಪವನ್ನು ಈಗಾಗಲೇ ಸರಬರಾಜು ಮಾಡಲಾಗಿದೆ. ಉಳಿದ ಪ್ರಮಾಣವನ್ನು ಹಂತ ಹಂತವಾಗಿ ಪೂರೈಸಲಾಗುವುದು ಎಂದು ಕೆಎಂಎಫ್ ತಿಳಿಸಿದೆ. ತಿಂಗಳಿಗೆ ಅಗತ್ಯಕ್ಕೆ ತಕ್ಕಂತೆ ನಂದಿನಿ ತುಪ್ಪ ಪೂರೈಕೆ ಮಾಡಲಾಗುತ್ತಿದೆ.	[20, 1280, 252, 1323]
paragraph: ನಂದಿನಿ ತುಪ್ಪ ಹೊರತುಪಡಿಸಿ ಬೇರೆ ಯಾವುದೇ ತುಪ್ಪ ಬಳಸದೇ ಇರಲು ಟಿಟಿಡಿ ತೀರ್ಮಾನಿಸಿದ್ದು, ಲಡ್ಡು ಪ್ರಸಾದಕ್ಕೆ ನಂದಿನಿ ತುಪ್ಪವನ್ನೇ ಬಳಸಲಾಗುತ್ತಿದೆ.	[20, 1161, 157, 1219]
paragraph: ಹೆಚ್ಚು ಕಡಿಮೆ ಅವರ ಮನಸ್ಸಿನಾಳ ನಿಯಂತ್ರಿಸುತ್ತಿವೆ. ಗಂಡಸರು ಧಾರಾವಾಹಿಗಳನ್ನು ನೋಡುತ್ತಾರಾದರೂ ಸಿನಿಮಾ ಮತ್ತು ಕ್ರೀಡೆ ಸುದ್ದಿ ಸುದ್ದಿ ಚಾನೆಲ್‌ಗಳೇ ಹೆಚ್ಚಾಗಿ ಅವರ ಆಯ್ಕೆಯಾಗಿರುತ್ತವೆ.	[274, 185, 673, 212]
kaveri-layout	[20, 1707, 914, 2068]
byline	[20, 649, 252, 659]
cm-layout	[20, 1404, 1491, 1644]
masthead-rule	[20, 60, 1491, 63]
paragraph: ಕೆಆರ್‌ಎಸ್ ಜಲಾಶಯದಲ್ಲಿ ಈಗ 2,284 ಅಡಿ ನೀರು ಸಂಗ್ರಹ ಸಾಮರ್ಥ್ಯದ ಪೈಕಿ 2,278.70 ಅಡಿಗಳಷ್ಟು ನೀರು ಸಂಗ್ರಹವಾಗಿದೆ.	[318, 1997, 607, 2024]
paragraph: ಪಕ್ಷದಲ್ಲಿ ಯಾವುದೇ ಭಿನ್ನಮತ ಇಲ್ಲ, ಎಲ್ಲರೂ ಒಗ್ಗಟ್ಟಾಗಿ ಕೆಲಸ ಮಾಡುತ್ತಿದ್ದೇವೆ ಎಂದು ತಿಳಿಸಿದರು.	[20, 1578, 213, 1605]
